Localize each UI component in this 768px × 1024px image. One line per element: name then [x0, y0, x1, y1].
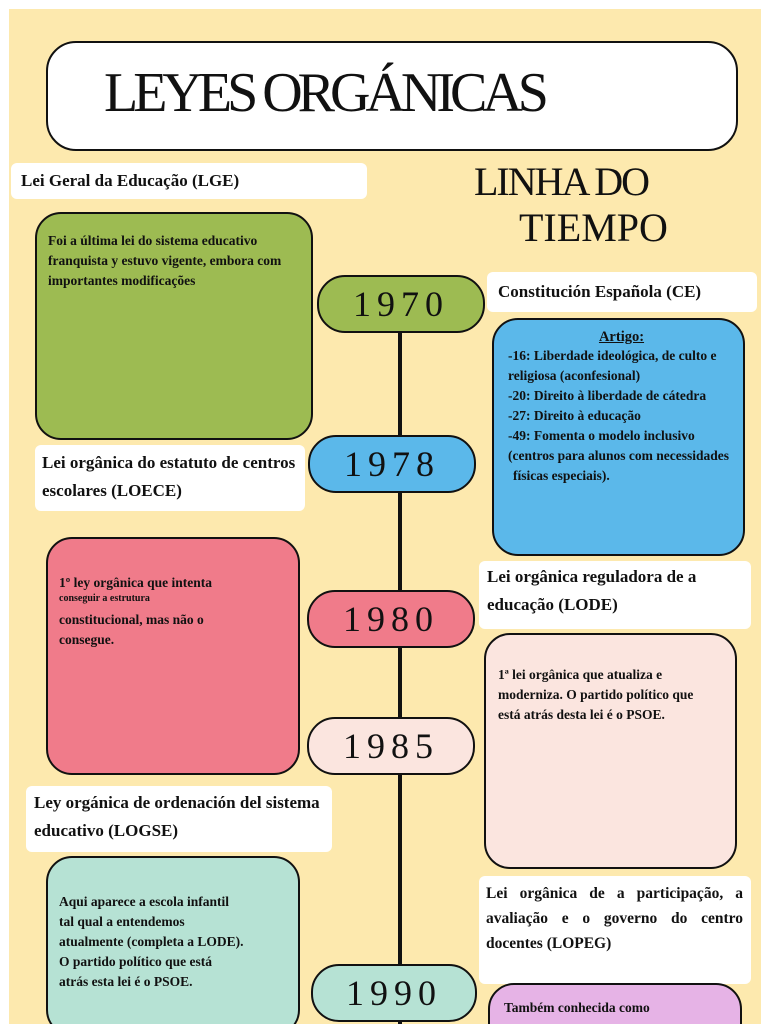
ce-item-20: -20: Direito à liberdade de cátedra	[508, 388, 707, 403]
logse-label: Ley orgánica de ordenación del sistema educativo (LOGSE)	[26, 786, 332, 852]
ce-card	[492, 318, 745, 556]
ce-item-49: -49: Fomenta o modelo inclusivo (centros para alunos com necessidades	[508, 428, 729, 463]
loece-label: Lei orgânica do estatuto de centros escolares (LOECE)	[35, 445, 305, 511]
loece-card	[46, 537, 300, 775]
infographic-page	[9, 9, 761, 1024]
ce-item-27: -27: Direito à educação	[508, 408, 641, 423]
year-1990: 1990	[311, 964, 477, 1022]
lge-card: Foi a última lei do sistema educativo franquista y estuvo vigente, embora com importantes modificações	[35, 212, 313, 440]
lge-label: Lei Geral da Educação (LGE)	[11, 163, 367, 199]
year-1978: 1978	[308, 435, 476, 493]
timeline-line	[398, 329, 402, 1024]
page-title: LEYES ORGÁNICAS	[104, 62, 544, 124]
loece-desc-line-3: constitucional, mas não o consegue.	[59, 612, 204, 647]
lode-label: Lei orgânica reguladora de a educação (LODE)	[479, 561, 751, 629]
ce-article-heading: Artigo:	[598, 329, 645, 345]
ce-item-16: -16: Liberdade ideológica, de culto e religiosa (aconfesional)	[508, 348, 717, 383]
year-1985: 1985	[307, 717, 475, 775]
year-1980: 1980	[307, 590, 475, 648]
logse-card	[46, 856, 300, 1024]
ce-item-49-cont: físicas especiais).	[513, 468, 610, 483]
page-subtitle	[474, 159, 668, 251]
lopeg-card: Também conhecida como	[488, 983, 742, 1024]
lopeg-label: Lei orgânica de a participação, a avaliação e o governo do centro docentes (LOPEG)	[479, 876, 751, 984]
lode-card	[484, 633, 737, 869]
year-1970: 1970	[317, 275, 485, 333]
subtitle-line-1: LINHA DO	[474, 159, 648, 204]
loece-desc-line-1: 1º ley orgânica que intenta	[59, 575, 212, 590]
lode-description: 1ª lei orgânica que atualiza e moderniza. O partido político que está atrás desta lei é o PSOE.	[498, 667, 694, 722]
loece-desc-line-2: conseguir a estrutura	[59, 593, 150, 604]
subtitle-line-2: TIEMPO	[519, 205, 668, 250]
ce-label: Constitución Española (CE)	[487, 272, 757, 312]
logse-description: Aqui aparece a escola infantil tal qual a entendemos atualmente (completa a LODE). O partido político que está atrás esta lei é o PSOE.	[59, 894, 244, 989]
